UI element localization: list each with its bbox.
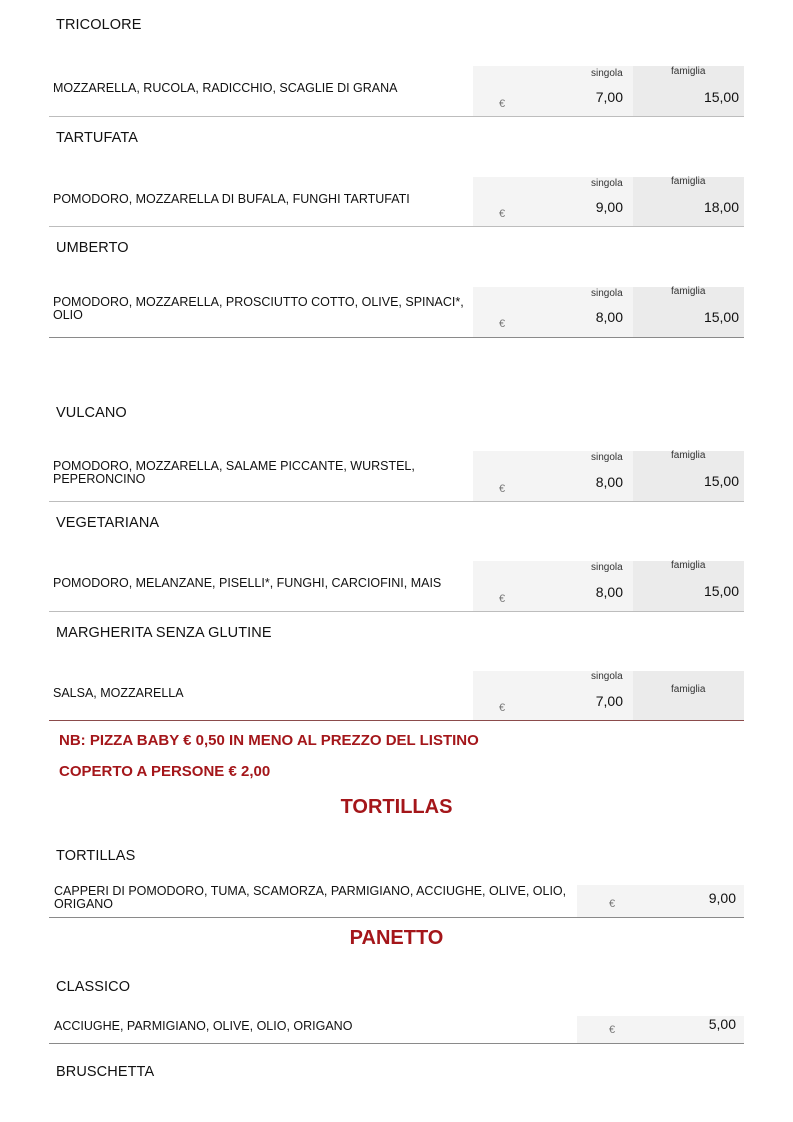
- ingredients: POMODORO, MOZZARELLA, SALAME PICCANTE, WURSTEL, PEPERONCINO: [53, 459, 415, 486]
- item-name-umberto: UMBERTO: [56, 240, 129, 256]
- label-singola: singola: [591, 671, 623, 682]
- menu-row-tartufata: [49, 177, 744, 227]
- price: 9,00: [708, 890, 736, 906]
- menu-row-vegetariana: [49, 561, 744, 612]
- price-cell-singola: [473, 451, 633, 501]
- euro-icon: €: [499, 318, 506, 330]
- price-cell: [577, 885, 744, 917]
- menu-row-vulcano: [49, 451, 744, 502]
- item-name-bruschetta: BRUSCHETTA: [56, 1064, 155, 1080]
- ingredients: POMODORO, MOZZARELLA DI BUFALA, FUNGHI TARTUFATI: [53, 192, 410, 206]
- label-singola: singola: [591, 68, 623, 79]
- ingredients: ACCIUGHE, PARMIGIANO, OLIVE, OLIO, ORIGANO: [54, 1019, 353, 1033]
- price-cell-singola: [473, 66, 633, 116]
- item-name-classico: CLASSICO: [56, 979, 131, 995]
- price-cell-singola: [473, 287, 633, 337]
- price-famiglia: 15,00: [703, 473, 739, 489]
- item-name-margherita-senza-glutine: MARGHERITA SENZA GLUTINE: [56, 625, 272, 641]
- note-pizza-baby: NB: PIZZA BABY € 0,50 IN MENO AL PREZZO DEL LISTINO: [59, 732, 479, 749]
- price-cell-singola: [473, 561, 633, 611]
- section-title-tortillas: TORTILLAS: [340, 796, 453, 818]
- price-singola: 8,00: [595, 584, 623, 600]
- ingredients: POMODORO, MOZZARELLA, PROSCIUTTO COTTO, OLIVE, SPINACI*, OLIO: [53, 295, 464, 322]
- price-cell: [577, 1016, 744, 1043]
- ingredients: POMODORO, MELANZANE, PISELLI*, FUNGHI, CARCIOFINI, MAIS: [53, 576, 442, 590]
- section-title-panetto: PANETTO: [349, 927, 444, 949]
- price-famiglia: 15,00: [703, 89, 739, 105]
- label-famiglia: famiglia: [671, 450, 706, 461]
- price-cell-singola: [473, 671, 633, 720]
- menu-row-margherita-senza-glutine: [49, 671, 744, 721]
- price-famiglia: 15,00: [703, 583, 739, 599]
- euro-icon: €: [499, 483, 506, 495]
- ingredients: SALSA, MOZZARELLA: [53, 686, 184, 700]
- label-singola: singola: [591, 178, 623, 189]
- price-cell-famiglia: [633, 451, 744, 501]
- price-singola: 8,00: [595, 309, 623, 325]
- label-famiglia: famiglia: [671, 684, 706, 695]
- label-famiglia: famiglia: [671, 560, 706, 571]
- price: 5,00: [708, 1016, 736, 1032]
- label-singola: singola: [591, 288, 623, 299]
- price-cell-famiglia: [633, 561, 744, 611]
- note-coperto: COPERTO A PERSONE € 2,00: [59, 763, 271, 780]
- euro-icon: €: [609, 1024, 616, 1036]
- euro-icon: €: [499, 208, 506, 220]
- item-name-tortillas: TORTILLAS: [56, 848, 136, 864]
- menu-row-umberto: [49, 287, 744, 338]
- price-cell-singola: [473, 177, 633, 226]
- label-famiglia: famiglia: [671, 66, 706, 77]
- label-famiglia: famiglia: [671, 176, 706, 187]
- menu-row-tortillas: [49, 885, 744, 918]
- euro-icon: €: [609, 898, 616, 910]
- item-name-vegetariana: VEGETARIANA: [56, 515, 160, 531]
- price-cell-famiglia: [633, 671, 744, 720]
- menu-row-classico: [49, 1016, 744, 1044]
- price-singola: 7,00: [595, 89, 623, 105]
- price-singola: 8,00: [595, 474, 623, 490]
- item-name-vulcano: VULCANO: [56, 405, 127, 421]
- menu-row-tricolore: [49, 66, 744, 117]
- price-cell-famiglia: [633, 177, 744, 226]
- price-cell-famiglia: [633, 66, 744, 116]
- ingredients: CAPPERI DI POMODORO, TUMA, SCAMORZA, PARMIGIANO, ACCIUGHE, OLIVE, OLIO, ORIGANO: [54, 884, 567, 911]
- price-famiglia: 15,00: [703, 309, 739, 325]
- euro-icon: €: [499, 98, 506, 110]
- label-singola: singola: [591, 452, 623, 463]
- euro-icon: €: [499, 593, 506, 605]
- price-famiglia: 18,00: [703, 199, 739, 215]
- label-famiglia: famiglia: [671, 286, 706, 297]
- item-name-tricolore: TRICOLORE: [56, 17, 142, 33]
- price-singola: 9,00: [595, 199, 623, 215]
- item-name-tartufata: TARTUFATA: [56, 130, 138, 146]
- price-cell-famiglia: [633, 287, 744, 337]
- euro-icon: €: [499, 702, 506, 714]
- price-singola: 7,00: [595, 693, 623, 709]
- ingredients: MOZZARELLA, RUCOLA, RADICCHIO, SCAGLIE DI GRANA: [53, 81, 398, 95]
- label-singola: singola: [591, 562, 623, 573]
